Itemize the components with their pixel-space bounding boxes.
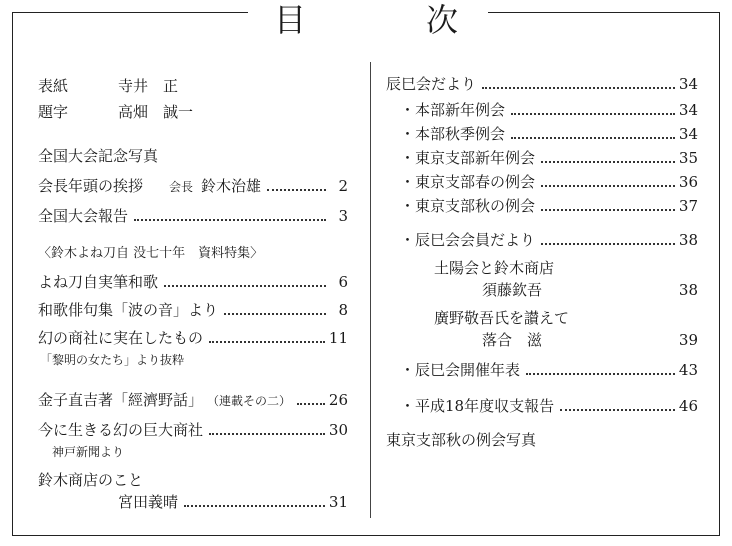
cover-label: 表紙 (38, 77, 69, 95)
toc-page: 8 (338, 301, 348, 319)
toc-page: 34 (678, 125, 698, 143)
toc-giant-sub: 神戸新聞より (52, 445, 125, 459)
calligraphy-label: 題字 (38, 103, 69, 121)
toc-title: ・本部新年例会 (400, 101, 506, 119)
toc-title: ・本部秋季例会 (400, 125, 506, 143)
toc-page: 34 (678, 101, 698, 119)
toc-page: 46 (678, 397, 698, 415)
toc-leader (560, 409, 675, 411)
toc-entry-tatsumi[interactable] (386, 74, 698, 94)
toc-page: 2 (338, 177, 348, 195)
toc-special-heading: 〈鈴木よね刀自 没七十年 資料特集〉 (38, 246, 264, 261)
toc-leader (224, 313, 326, 315)
toc-entry-accounts[interactable] (400, 396, 698, 416)
page-title-char-2: 次 (426, 1, 459, 39)
toc-leader (297, 403, 325, 405)
toc-entry-tokyo-spring[interactable] (400, 172, 698, 192)
toc-tokyo-photo: 東京支部秋の例会写真 (386, 431, 537, 449)
toc-title: 会長年頭の挨拶 (38, 177, 144, 195)
toc-entry-members[interactable] (400, 230, 698, 250)
toc-title: ・辰巳会開催年表 (400, 361, 521, 379)
toc-title: 今に生きる幻の巨大商社 (38, 421, 204, 439)
toc-leader (209, 341, 325, 343)
toc-page: 39 (678, 331, 698, 349)
toc-leader (548, 293, 675, 295)
toc-page: 37 (678, 197, 698, 215)
toc-entry-phantom[interactable] (38, 328, 348, 348)
toc-entry-report[interactable] (38, 206, 348, 226)
column-divider (370, 62, 371, 518)
toc-entry-kaneko[interactable] (38, 390, 348, 410)
toc-role: 会長 (169, 180, 194, 194)
toc-leader (267, 189, 326, 191)
cover-name: 寺井 正 (118, 77, 179, 95)
toc-entry-giant[interactable] (38, 420, 348, 440)
toc-page: 30 (328, 421, 348, 439)
toc-author: 須藤欽吾 (482, 281, 543, 299)
toc-page: 38 (678, 281, 698, 299)
page-title-char-1: 目 (274, 1, 307, 39)
toc-leader (209, 433, 325, 435)
toc-title: ・平成18年度収支報告 (400, 397, 555, 415)
toc-page: 36 (678, 173, 698, 191)
toc-page: 43 (678, 361, 698, 379)
toc-author: 鈴木治雄 (201, 177, 262, 195)
toc-entry-poem[interactable] (38, 272, 348, 292)
toc-page: 34 (678, 75, 698, 93)
toc-entry-greeting[interactable] (38, 176, 348, 196)
toc-entry-miyata[interactable] (118, 492, 348, 512)
calligraphy-name: 高畑 誠一 (118, 103, 194, 121)
toc-title: ・東京支部秋の例会 (400, 197, 536, 215)
toc-page: 31 (328, 493, 348, 511)
toc-leader (548, 343, 675, 345)
toc-photo: 全国大会記念写真 (38, 147, 159, 165)
toc-title: 辰巳会だより (386, 75, 477, 93)
toc-leader (511, 113, 675, 115)
toc-page: 6 (338, 273, 348, 291)
toc-title: ・東京支部春の例会 (400, 173, 536, 191)
toc-title: 幻の商社に実在したもの (38, 329, 204, 347)
toc-leader (511, 137, 675, 139)
toc-page: 3 (338, 207, 348, 225)
toc-entry-ochiai[interactable] (482, 330, 698, 350)
toc-entry-hq-autumn[interactable] (400, 124, 698, 144)
toc-leader (541, 243, 675, 245)
toc-leader (541, 161, 675, 163)
toc-leader (164, 285, 326, 287)
toc-page: 26 (328, 391, 348, 409)
toc-page: 35 (678, 149, 698, 167)
toc-suzuki-store: 鈴木商店のこと (38, 471, 144, 489)
toc-entry-tokyo-newyear[interactable] (400, 148, 698, 168)
toc-leader (541, 185, 675, 187)
toc-title: 金子直吉著「經濟野話」 (38, 391, 204, 409)
toc-entry-chronology[interactable] (400, 360, 698, 380)
toc-leader (482, 87, 675, 89)
toc-title: ・辰巳会会員だより (400, 231, 536, 249)
toc-entry-tokyo-autumn[interactable] (400, 196, 698, 216)
toc-sub: （連載その二） (207, 394, 292, 408)
toc-leader (134, 219, 326, 221)
toc-title: 和歌俳句集「波の音」より (38, 301, 219, 319)
title-box (248, 0, 488, 40)
toc-page: 38 (678, 231, 698, 249)
toc-page: 11 (328, 329, 348, 347)
toc-author: 宮田義晴 (118, 493, 179, 511)
toc-hirono: 廣野敬吾氏を讃えて (434, 309, 570, 327)
toc-title: 全国大会報告 (38, 207, 129, 225)
toc-leader (184, 505, 325, 507)
toc-leader (541, 209, 675, 211)
toc-toyo: 土陽会と鈴木商店 (434, 259, 555, 277)
toc-author: 落合 滋 (482, 331, 543, 349)
toc-entry-sudo[interactable] (482, 280, 698, 300)
toc-entry-haiku[interactable] (38, 300, 348, 320)
toc-title: ・東京支部新年例会 (400, 149, 536, 167)
toc-entry-hq-newyear[interactable] (400, 100, 698, 120)
toc-phantom-sub: 「黎明の女たち」より抜粋 (40, 353, 185, 367)
toc-leader (526, 373, 675, 375)
toc-title: よね刀自実筆和歌 (38, 273, 159, 291)
